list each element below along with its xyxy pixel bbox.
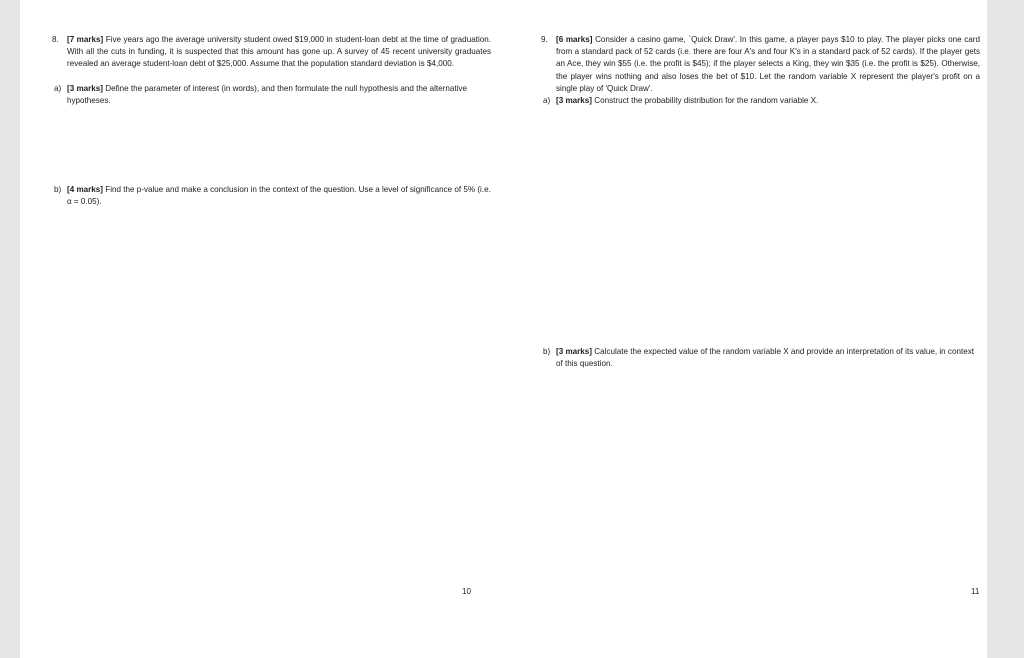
- question-9a-marks: [3 marks]: [556, 96, 592, 105]
- question-9b-marks: [3 marks]: [556, 347, 592, 356]
- question-8-part-b: [54, 184, 491, 208]
- question-8-part-a: [54, 83, 491, 107]
- question-8b-marks: [4 marks]: [67, 185, 103, 194]
- page-10: [20, 0, 508, 658]
- page-number-11: 11: [971, 587, 980, 596]
- question-9b-text: Calculate the expected value of the random variable X and provide an interpretation of its value, in context of this question.: [556, 347, 974, 369]
- page-number-10: 10: [462, 587, 472, 596]
- question-9-number: 9.: [541, 35, 548, 44]
- page-spread: [20, 0, 987, 658]
- page-11: [508, 0, 987, 658]
- question-9: [541, 34, 981, 95]
- question-9-marks: [6 marks]: [556, 35, 593, 44]
- question-9a-label: a): [543, 96, 551, 105]
- question-9b-label: b): [543, 347, 551, 356]
- question-9-part-b: [543, 346, 980, 370]
- question-8a-text: Define the parameter of interest (in words), and then formulate the null hypothesis and the alternative hypotheses.: [67, 84, 467, 106]
- question-9a-text: Construct the probability distribution for the random variable X.: [594, 96, 819, 105]
- question-8a-marks: [3 marks]: [67, 84, 103, 93]
- question-8b-text: Find the p-value and make a conclusion in the context of the question. Use a level of significance of 5% (i.e. α = 0.05).: [67, 185, 491, 207]
- question-9-text: Consider a casino game, `Quick Draw'. In this game, a player pays $10 to play. The player picks one card from a standard pack of 52 cards (i.e. there are four A's and four K's in a standard pack of 52 cards). If the player gets an Ace, they win $55 (i.e. the profit is $45); if the player selects a King, they win $35 (i.e. the profit is $25). Otherwise, the player wins nothing and also loses the bet of $10. Let the random variable X represent the player's profit on a single play of 'Quick Draw'.: [556, 35, 981, 93]
- question-8-marks: [7 marks]: [67, 35, 104, 44]
- question-8b-label: b): [54, 185, 62, 194]
- question-8-number: 8.: [52, 35, 59, 44]
- question-9-part-a: [543, 95, 980, 107]
- question-8a-label: a): [54, 84, 62, 93]
- question-8-text: Five years ago the average university student owed $19,000 in student-loan debt at the time of graduation. With all the cuts in funding, it is suspected that this amount has gone up. A survey of 45 recent university graduates revealed an average student-loan debt of $25,000. Assume that the population standard deviation is $4,000.: [67, 35, 491, 69]
- question-8: [52, 34, 491, 71]
